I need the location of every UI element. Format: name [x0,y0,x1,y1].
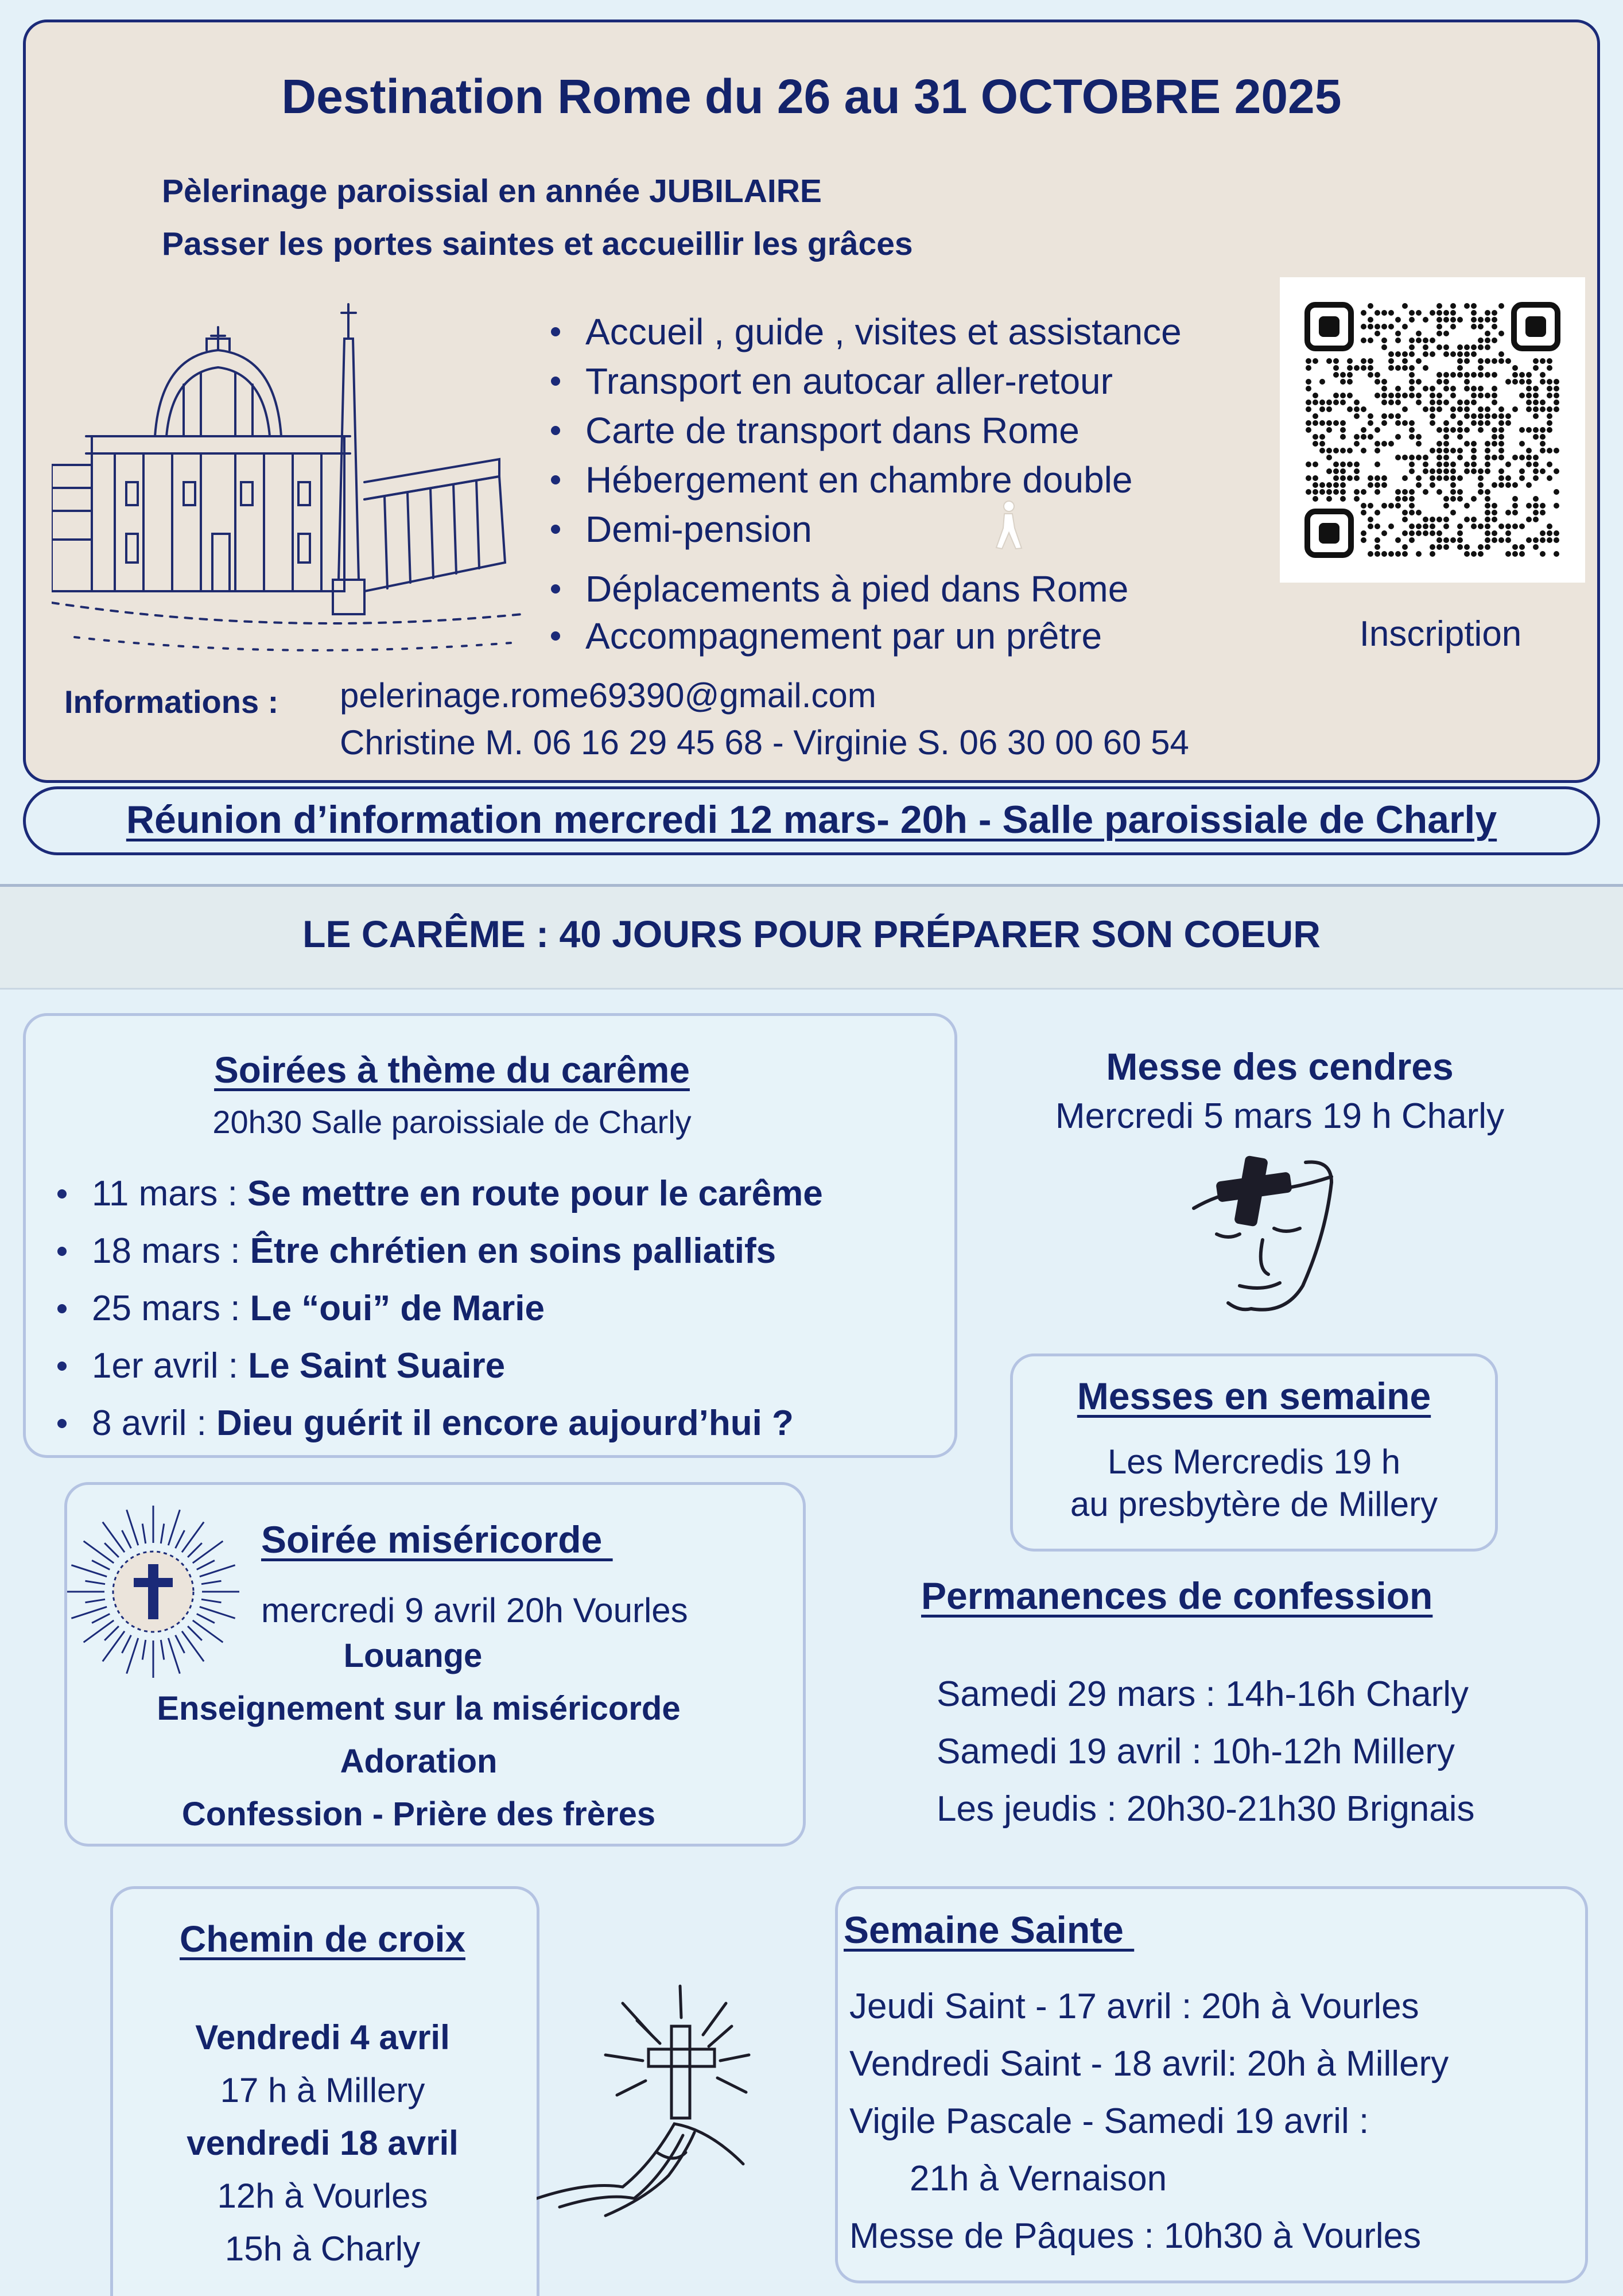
semaine-sainte-line: Vendredi Saint - 18 avril: 20h à Millery [849,2044,1449,2084]
soiree-item [52,1223,947,1280]
cross-on-hill-icon [537,1980,783,2221]
messes-semaine-line2: au presbytère de Millery [1070,1485,1438,1523]
hiker-icon [987,499,1027,551]
soiree-date: 18 mars : [92,1231,250,1271]
contact-email[interactable]: pelerinage.rome69390@gmail.com [340,676,876,715]
info-label: Informations : [64,684,279,720]
messes-semaine-title: Messes en semaine [1077,1375,1431,1417]
misericorde-detail: mercredi 9 avril 20h Vourles [261,1591,688,1630]
misericorde-item: Adoration [340,1743,498,1780]
soiree-date: 8 avril : [92,1403,217,1443]
soiree-topic: Le Saint Suaire [248,1346,506,1386]
cendres-detail: Mercredi 5 mars 19 h Charly [1055,1096,1505,1136]
feature-item: Transport en autocar aller-retour [545,356,1274,406]
misericorde-item: Confession - Prière des frères [181,1795,656,1833]
soiree-item [52,1165,947,1223]
soirees-title: Soirées à thème du carême [214,1049,690,1091]
feature-item: Demi-pension [545,505,1274,554]
soiree-topic: Dieu guérit il encore aujourd’hui ? [216,1403,794,1443]
feature-item: Carte de transport dans Rome [545,406,1274,455]
misericorde-item: Enseignement sur la miséricorde [157,1690,681,1727]
semaine-sainte-line: Messe de Pâques : 10h30 à Vourles [849,2216,1422,2256]
cendres-title: Messe des cendres [1106,1045,1454,1088]
feature-item: Déplacements à pied dans Rome [545,564,1274,614]
feature-item: Accompagnement par un prêtre [545,614,1274,658]
chemin-croix-day2: vendredi 18 avril [187,2124,459,2162]
chemin-croix-time1: 17 h à Millery [220,2071,425,2109]
qr-caption: Inscription [1359,614,1522,654]
rome-title: Destination Rome du 26 au 31 OCTOBRE 2025 [281,69,1342,123]
feature-item: Accueil , guide , visites et assistance [545,307,1274,356]
soirees-list [52,1165,947,1452]
semaine-sainte-title: Semaine Sainte [844,1909,1135,1951]
soiree-item [52,1280,947,1337]
chemin-croix-day1: Vendredi 4 avril [195,2018,450,2057]
rome-features-list [545,307,1274,658]
st-peters-basilica-drawing [52,293,522,660]
qr-code-icon [1280,277,1585,583]
rome-subtitle-1: Pèlerinage paroissial en année JUBILAIRE [162,173,822,210]
chemin-croix-title: Chemin de croix [180,1918,465,1960]
misericorde-item: Louange [343,1637,483,1674]
semaine-sainte-line: Jeudi Saint - 17 avril : 20h à Vourles [849,1987,1419,2026]
confession-line: Samedi 29 mars : 14h-16h Charly [937,1674,1469,1714]
messes-semaine-line1: Les Mercredis 19 h [1107,1442,1401,1481]
careme-heading: LE CARÊME : 40 JOURS POUR PRÉPARER SON COEUR [302,913,1321,955]
soiree-topic: Être chrétien en soins palliatifs [250,1231,776,1271]
semaine-sainte-line: Vigile Pascale - Samedi 19 avril : [849,2101,1369,2141]
confession-line: Les jeudis : 20h30-21h30 Brignais [937,1789,1475,1829]
soiree-date: 1er avril : [92,1346,249,1386]
contact-phones: Christine M. 06 16 29 45 68 - Virginie S. 06 30 00 60 54 [340,723,1189,762]
soiree-topic: Le “oui” de Marie [250,1289,545,1328]
chemin-croix-time2b: 15h à Charly [224,2229,421,2268]
soiree-topic: Se mettre en route pour le carême [247,1174,823,1213]
misericorde-title: Soirée miséricorde [261,1518,613,1561]
soiree-date: 25 mars : [92,1289,250,1328]
feature-item: Hébergement en chambre double [545,455,1274,505]
meeting-banner-text: Réunion d’information mercredi 12 mars- 20h - Salle paroissiale de Charly [126,798,1497,841]
registration-qr-code[interactable] [1280,277,1585,583]
soirees-subtitle: 20h30 Salle paroissiale de Charly [212,1104,692,1140]
soiree-date: 11 mars : [92,1174,248,1213]
confession-line: Samedi 19 avril : 10h-12h Millery [937,1732,1455,1771]
ash-cross-face-icon [1182,1148,1343,1320]
rome-subtitle-2: Passer les portes saintes et accueillir les grâces [162,226,913,262]
soiree-item [52,1395,947,1452]
semaine-sainte-line: 21h à Vernaison [910,2159,1167,2198]
soiree-item [52,1337,947,1395]
confession-title: Permanences de confession [921,1574,1433,1617]
chemin-croix-time2a: 12h à Vourles [217,2177,428,2215]
